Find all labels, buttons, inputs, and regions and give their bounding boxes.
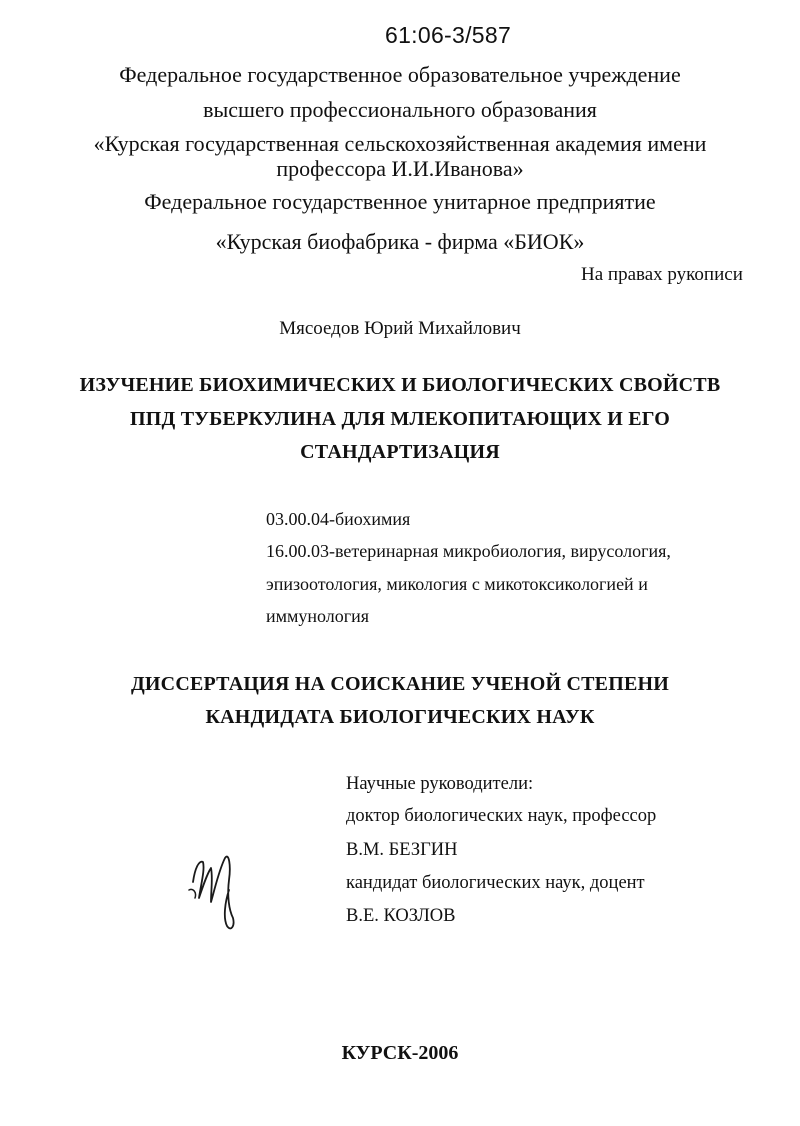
advisor-2-name: В.Е. КОЗЛОВ xyxy=(346,906,456,926)
title-line-1: ИЗУЧЕНИЕ БИОХИМИЧЕСКИХ И БИОЛОГИЧЕСКИХ СВОЙСТВ xyxy=(79,374,721,396)
handwritten-signature xyxy=(185,840,245,935)
institution-line-1: Федеральное государственное образовательное учреждение xyxy=(119,62,681,87)
advisor-1-title: доктор биологических наук, профессор xyxy=(346,806,657,826)
specialty-line-3: эпизоотология, микология с микотоксикологией и xyxy=(266,574,648,594)
institution-line-2: высшего профессионального образования xyxy=(203,97,597,122)
institution-line-5: Федеральное государственное унитарное предприятие xyxy=(144,189,656,214)
specialty-line-1: 03.00.04-биохимия xyxy=(266,509,411,529)
degree-line-1: ДИССЕРТАЦИЯ НА СОИСКАНИЕ УЧЕНОЙ СТЕПЕНИ xyxy=(130,673,670,695)
degree-line-2: КАНДИДАТА БИОЛОГИЧЕСКИХ НАУК xyxy=(205,706,595,728)
advisor-2-title: кандидат биологических наук, доцент xyxy=(346,873,645,893)
institution-line-6: «Курская биофабрика - фирма «БИОК» xyxy=(215,229,585,254)
institution-line-3: «Курская государственная сельскохозяйственная академия имени xyxy=(93,131,707,156)
specialty-line-4: иммунология xyxy=(266,606,370,626)
advisor-1-name: В.М. БЕЗГИН xyxy=(346,840,458,860)
institution-line-4: профессора И.И.Иванова» xyxy=(276,156,524,181)
city-year: КУРСК-2006 xyxy=(341,1042,459,1064)
archive-stamp: 61:06-3/587 xyxy=(385,22,512,48)
title-line-3: СТАНДАРТИЗАЦИЯ xyxy=(300,441,500,463)
author-name: Мясоедов Юрий Михайлович xyxy=(279,318,521,339)
specialty-line-2: 16.00.03-ветеринарная микробиология, вирусология, xyxy=(266,541,671,561)
title-line-2: ППД ТУБЕРКУЛИНА ДЛЯ МЛЕКОПИТАЮЩИХ И ЕГО xyxy=(130,408,670,430)
advisors-heading: Научные руководители: xyxy=(346,774,534,794)
manuscript-note: На правах рукописи xyxy=(581,264,743,285)
